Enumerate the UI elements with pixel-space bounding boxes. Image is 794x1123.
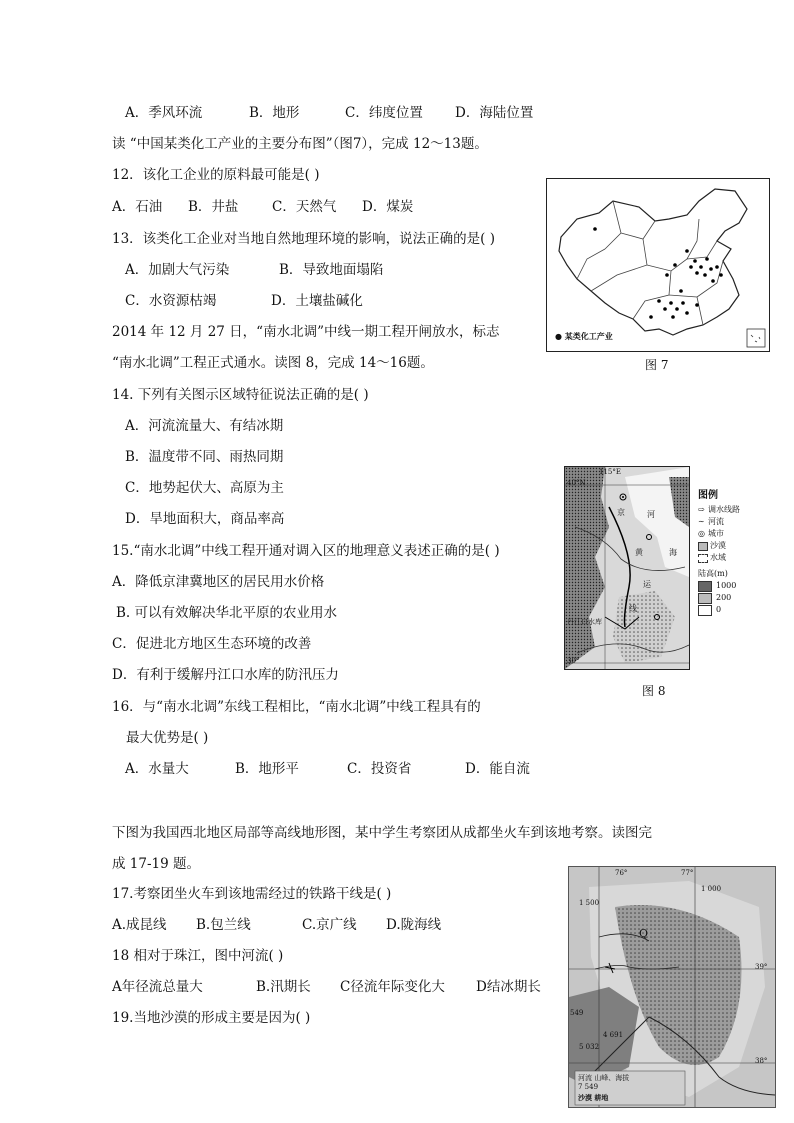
fig9-contour2: 1 500 xyxy=(579,899,600,907)
q17-options xyxy=(112,916,441,934)
fig9-legend-line2: 沙漠 耕地 xyxy=(578,1093,609,1102)
q14-option-c: C．地势起伏大、高原为主 xyxy=(125,480,284,496)
q11-option-c: C．纬度位置 xyxy=(345,105,423,121)
q12-option-a: A．石油 xyxy=(112,199,163,215)
fig8-elev-1000: 1000 xyxy=(716,581,737,590)
q18-option-d: D结冰期长 xyxy=(476,979,541,995)
fig8-caption: 图 8 xyxy=(642,684,666,698)
fig8-label-jing: 京 xyxy=(617,508,625,517)
q11-option-b: B．地形 xyxy=(249,105,300,121)
intro-17-19-line1: 下图为我国西北地区局部等高线地形图，某中学生考察团从成都坐火车到该地考察。读图完 xyxy=(112,825,652,841)
q13-option-d: D．土壤盐碱化 xyxy=(271,293,363,309)
q17-option-c: C.京广线 xyxy=(302,917,357,933)
fig8-map xyxy=(564,466,744,670)
q13-option-b: B．导致地面塌陷 xyxy=(279,262,384,278)
q14-option-a: A．河流流量大、有结冰期 xyxy=(125,418,284,434)
q15-option-c: C．促进北方地区生态环境的改善 xyxy=(112,636,312,652)
fig9-map-svg xyxy=(569,867,775,1107)
q16-stem-line1: 16．与“南水北调”东线工程相比，“南水北调”中线工程具有的 xyxy=(112,699,481,715)
fig8-lat-bottom: 30° xyxy=(567,657,580,665)
fig8-legend-title: 图例 xyxy=(698,490,718,501)
fig9-side-label: 549 xyxy=(570,1009,584,1017)
fig8-elev-row xyxy=(698,580,744,592)
fig8-legend-city: 城市 xyxy=(708,529,724,538)
intro-14-16-line1: 2014 年 12 月 27 日，“南水北调”中线一期工程开闸放水，标志 xyxy=(112,324,500,340)
fig8-elev-title: 陆高(m) xyxy=(698,569,728,578)
fig9-peak1: 4 691 xyxy=(603,1031,624,1039)
fig8-elev-row xyxy=(698,592,744,604)
fig8-label-xian: 线 xyxy=(629,604,637,613)
q18-option-b: B.汛期长 xyxy=(256,979,311,995)
fig7-map xyxy=(546,178,770,352)
q16-option-a: A．水量大 xyxy=(125,761,189,777)
q11-option-d: D．海陆位置 xyxy=(455,105,534,121)
fig9-label-q: Q xyxy=(639,927,649,940)
fig8-legend-item: ⇨ 调水线路 xyxy=(698,505,740,514)
fig9-lat2: 38° xyxy=(755,1057,768,1065)
fig9-lon1: 76° xyxy=(615,869,628,877)
intro-14-16-line2: “南水北调”工程正式通水。读图 8，完成 14～16题。 xyxy=(112,355,434,371)
fig8-legend-item: ∼ 河流 xyxy=(698,517,724,526)
fig8-lon-top: 115°E xyxy=(599,468,621,476)
fig8-legend-item: ◎ 城市 xyxy=(698,529,724,538)
q16-option-c: C．投资省 xyxy=(347,761,412,777)
fig8-legend-item xyxy=(698,552,744,564)
fig8-elev-200: 200 xyxy=(716,593,732,602)
fig8-elev-row xyxy=(698,604,744,616)
q16-option-b: B．地形平 xyxy=(235,761,299,777)
fig8-map-frame xyxy=(564,466,690,670)
fig9-legend-line1: 河流 山峰、海拔 xyxy=(578,1074,630,1082)
q12-option-b: B．井盐 xyxy=(188,199,239,215)
fig9-peak2: 5 032 xyxy=(579,1043,600,1051)
fig8-legend-route: 调水线路 xyxy=(708,505,740,514)
q17-stem: 17.考察团坐火车到该地需经过的铁路干线是( ) xyxy=(112,886,392,902)
q14-stem: 14. 下列有关图示区域特征说法正确的是( ) xyxy=(112,387,369,403)
q13-stem: 13．该类化工企业对当地自然地理环境的影响，说法正确的是( ) xyxy=(112,231,496,247)
fig8-label-he: 河 xyxy=(647,510,655,519)
fig9-contour1: 1 000 xyxy=(701,885,722,893)
fig8-legend-water: 水域 xyxy=(710,553,726,562)
q16-option-d: D．能自流 xyxy=(465,761,530,777)
fig8-legend-desert: 沙漠 xyxy=(710,541,726,550)
fig9-lon2: 77° xyxy=(681,869,694,877)
fig9-peak3: 7 549 xyxy=(578,1083,599,1091)
fig9-lat1: 39° xyxy=(755,963,768,971)
fig9-map xyxy=(568,866,776,1108)
fig8-label-huang: 黄 xyxy=(635,548,643,557)
q17-option-b: B.包兰线 xyxy=(196,917,251,933)
q13-option-c: C．水资源枯竭 xyxy=(125,293,217,309)
q13-options-1 xyxy=(125,261,383,279)
fig7-legend: ● 某类化工产业 xyxy=(555,331,613,341)
intro-12-13: 读 “中国某类化工产业的主要分布图”（图7），完成 12～13题。 xyxy=(112,136,488,152)
q13-options-2 xyxy=(125,292,363,310)
q11-option-a: A．季风环流 xyxy=(125,105,203,121)
q11-options xyxy=(125,104,533,122)
fig8-lat-top: 40°N xyxy=(567,479,586,487)
china-map-svg xyxy=(547,179,769,351)
q18-option-a: A年径流总量大 xyxy=(112,979,203,995)
fig8-legend-river: 河流 xyxy=(708,517,724,526)
q17-option-a: A.成昆线 xyxy=(112,917,167,933)
q13-option-a: A．加剧大气污染 xyxy=(125,262,230,278)
fig8-label-danjiangkou: 丹江口水库 xyxy=(567,618,602,626)
q18-options xyxy=(112,978,541,996)
fig8-label-yun: 运 xyxy=(643,580,651,589)
fig7-caption: 图 7 xyxy=(645,358,669,372)
q17-option-d: D.陇海线 xyxy=(386,917,442,933)
q18-option-c: C径流年际变化大 xyxy=(340,979,445,995)
q19-stem: 19.当地沙漠的形成主要是因为( ) xyxy=(112,1010,311,1026)
q15-option-a: A．降低京津冀地区的居民用水价格 xyxy=(112,574,325,590)
fig8-legend-item xyxy=(698,540,744,552)
fig8-elev-0: 0 xyxy=(716,605,722,614)
q18-stem: 18 相对于珠江，图中河流( ) xyxy=(112,948,284,964)
q12-stem: 12．该化工企业的原料最可能是( ) xyxy=(112,167,320,183)
q14-option-b: B．温度带不同、雨热同期 xyxy=(125,449,284,465)
q16-options xyxy=(125,760,530,778)
fig8-label-hai: 海 xyxy=(669,548,677,557)
intro-17-19-line2: 成 17-19 题。 xyxy=(112,856,201,872)
q14-option-d: D．旱地面积大，商品率高 xyxy=(125,511,285,527)
q15-option-b: B. 可以有效解决华北平原的农业用水 xyxy=(116,605,338,621)
q15-option-d: D．有利于缓解丹江口水库的防汛压力 xyxy=(112,667,339,683)
q12-options xyxy=(112,198,413,216)
q12-option-d: D．煤炭 xyxy=(362,199,414,215)
q15-stem: 15.“南水北调”中线工程开通对调入区的地理意义表述正确的是( ) xyxy=(112,543,500,559)
fig8-legend xyxy=(698,490,744,616)
q16-stem-line2: 最大优势是( ) xyxy=(126,730,209,746)
fig8-map-svg xyxy=(565,467,689,669)
q12-option-c: C．天然气 xyxy=(272,199,337,215)
